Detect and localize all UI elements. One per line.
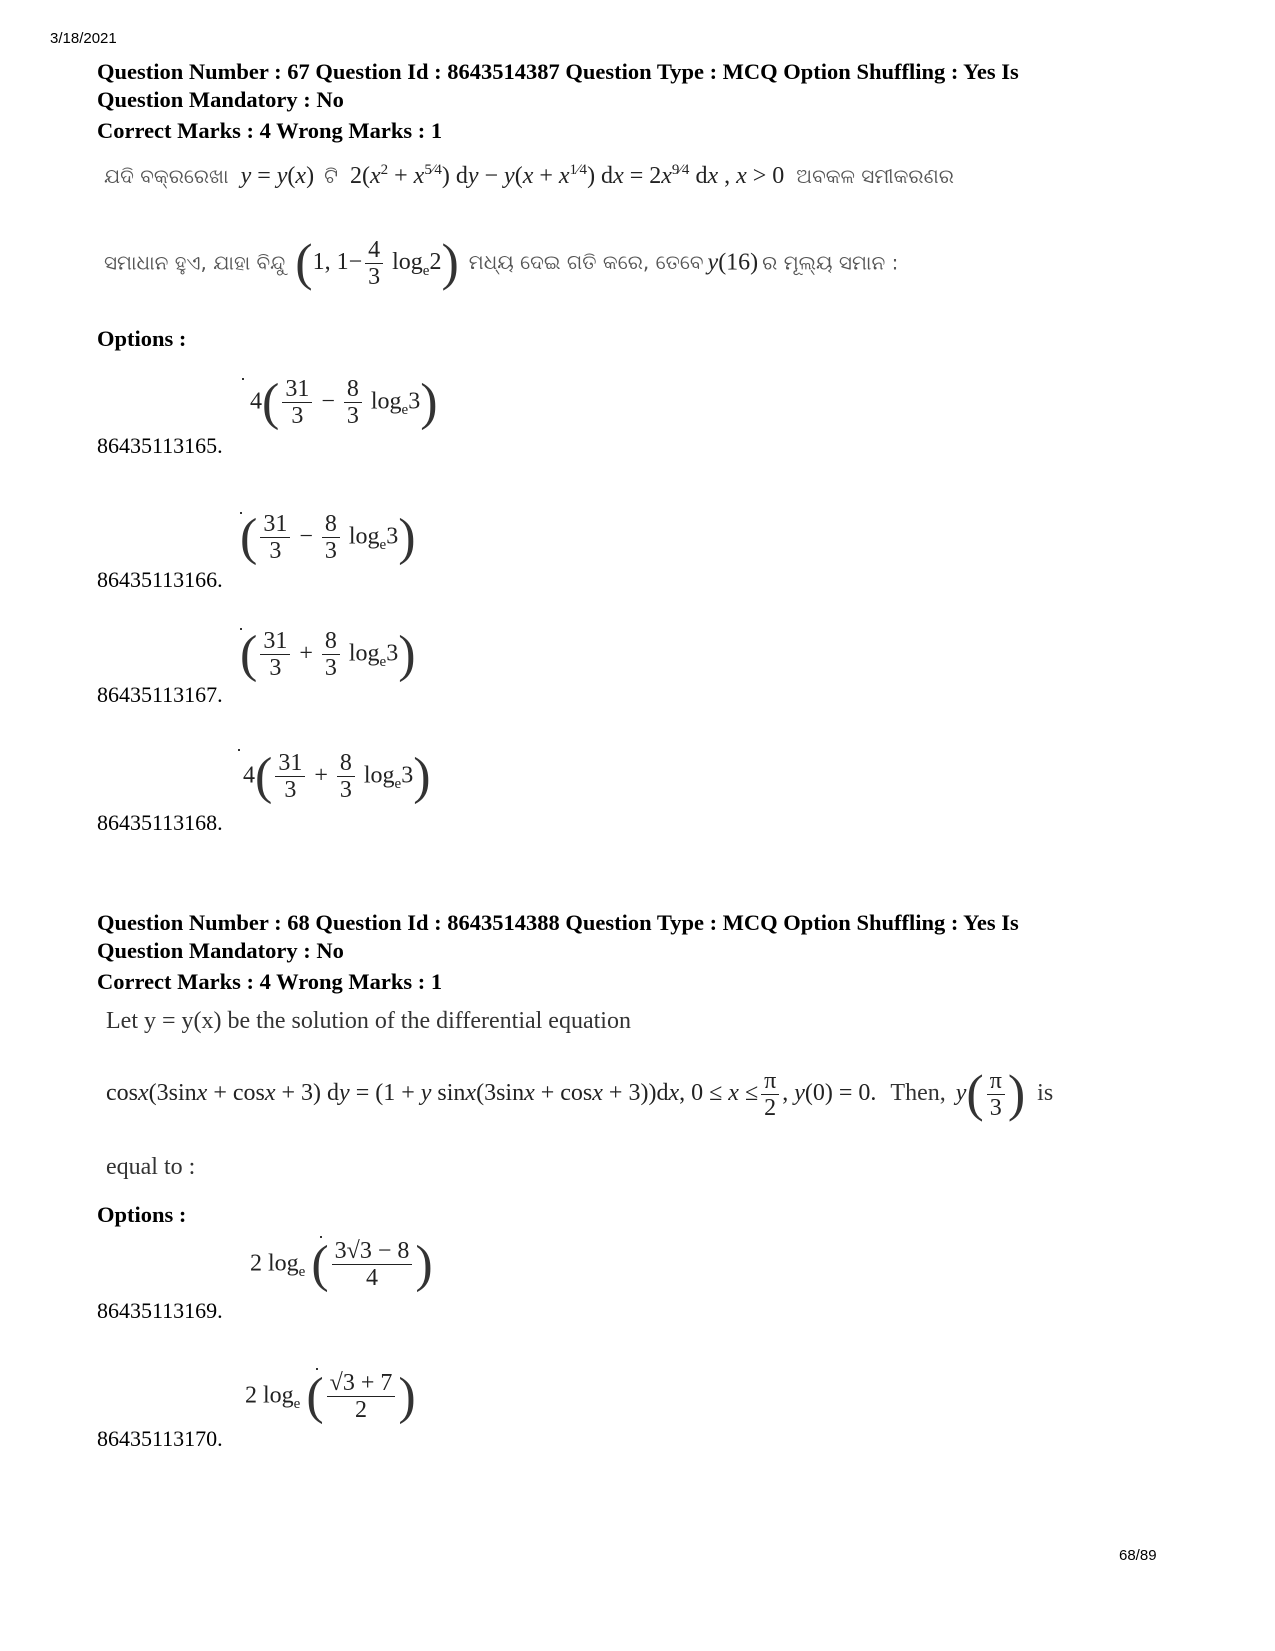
question-67-stem-line1 <box>104 162 954 190</box>
option-expression: ( $\frac{31}{3}$ + $\frac{8}{3}$ $\log_e3$) <box>240 625 416 683</box>
option-id: 86435113165. <box>97 433 223 458</box>
question-67-odia-d: ସମାଧାନ ହୁଏ, ଯାହା ବିନ୍ଦୁ <box>104 250 286 275</box>
question-67-odia-f: ର ମୂଲ୍ୟ ସମାନ : <box>762 250 899 275</box>
question-67-odia-a: ଯଦି ବକ୍ରରେଖା <box>104 164 229 188</box>
question-68-meta-line1: Question Number : 68 Question Id : 8643514388 Question Type : MCQ Option Shuffling : Yes Is <box>97 910 1019 935</box>
option-expression: 2 $\log_e$ ( $\frac{√3 + 7}{2}$ ) <box>245 1367 416 1425</box>
question-67-math-a: y = y(x) <box>240 163 315 189</box>
option-id: 86435113167. <box>97 682 223 707</box>
option-expression: 4( $\frac{31}{3}$ + $\frac{8}{3}$ $\log_e3$) <box>243 747 431 805</box>
option-id: 86435113168. <box>97 810 223 835</box>
question-67-stem-line2 <box>104 234 899 292</box>
question-67-math-b: $2(x^2 + x^{5⁄4})$ dy − $y(x + x^{1⁄4})$ dx = $2x^{9⁄4}$ dx , x > 0 <box>349 162 785 189</box>
question-68-meta <box>97 909 1019 965</box>
question-68-stem-line3: equal to : <box>106 1154 196 1180</box>
question-68-options-label: Options : <box>97 1202 187 1227</box>
question-67-meta <box>97 58 1019 114</box>
question-67-odia-e: ମଧ୍ୟ ଦେଇ ଗତି କରେ, ତେବେ <box>468 250 704 275</box>
question-68-meta-line2: Question Mandatory : No <box>97 938 344 963</box>
option-expression: 4( $\frac{31}{3}$ − $\frac{8}{3}$ $\log_e3$) <box>250 373 438 431</box>
question-67-marks: Correct Marks : 4 Wrong Marks : 1 <box>97 118 443 143</box>
option-expression: 2 $\log_e$ ( $\frac{3√3 - 8}{4}$ ) <box>250 1235 433 1293</box>
question-67-meta-line2: Question Mandatory : No <box>97 87 344 112</box>
question-67-options-label: Options : <box>97 326 187 351</box>
question-68-then: Then, <box>890 1080 946 1107</box>
question-67-meta-line1: Question Number : 67 Question Id : 8643514387 Question Type : MCQ Option Shuffling : Yes Is <box>97 59 1019 84</box>
question-68-marks: Correct Marks : 4 Wrong Marks : 1 <box>97 969 443 994</box>
question-67-math-point: (1, 1− $\frac{4}{3}$ $\log_e2$) <box>295 234 459 292</box>
question-67-math-y16: y(16) <box>707 249 759 276</box>
question-67-odia-b: ଟି <box>324 164 338 188</box>
question-67-odia-c: ଅବକଳ ସମୀକରଣର <box>796 164 954 188</box>
question-68-y-pi-3: y( $\frac{\pi}{3}$ ) <box>955 1065 1026 1123</box>
option-id: 86435113169. <box>97 1298 223 1323</box>
question-68-stem-line1: Let y = y(x) be the solution of the differential equation <box>106 1008 631 1034</box>
page-number: 68/89 <box>1119 1547 1157 1564</box>
print-date: 3/18/2021 <box>50 30 117 47</box>
question-68-stem-line2 <box>106 1065 1054 1123</box>
question-68-equation: cosx(3sinx + cosx + 3) dy = (1 + y sinx(3sinx + cosx + 3))dx, 0 ≤ x ≤ $\frac{\pi}{2}$ , y(0) = 0. <box>106 1068 877 1122</box>
option-id: 86435113170. <box>97 1426 223 1451</box>
question-68-is: is <box>1037 1080 1054 1107</box>
option-dot <box>238 749 240 751</box>
option-id: 86435113166. <box>97 567 223 592</box>
option-dot <box>242 378 244 380</box>
option-expression: ( $\frac{31}{3}$ − $\frac{8}{3}$ $\log_e3$) <box>240 508 416 566</box>
